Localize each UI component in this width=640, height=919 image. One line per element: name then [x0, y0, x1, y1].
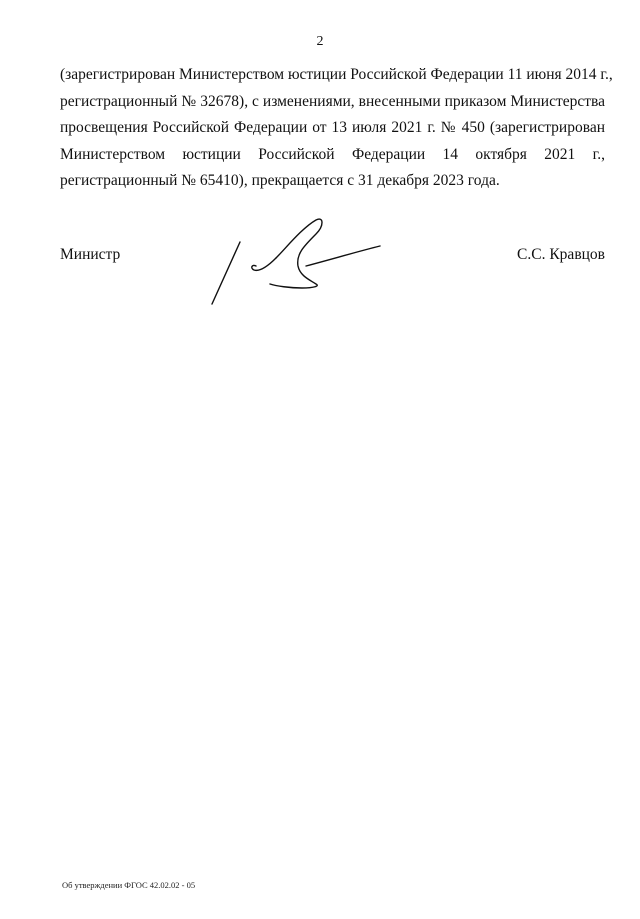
body-line-1: (зарегистрирован Министерством юстиции Российской Федерации 11 июня 2014 г.,	[60, 66, 613, 83]
body-line-4: Министерством юстиции Российской Федерации 14 октября 2021 г.,	[60, 145, 605, 163]
body-paragraph	[60, 62, 613, 195]
body-line-3: просвещения Российской Федерации от 13 июля 2021 г. № 450 (зарегистрирован	[60, 119, 605, 136]
footer-note: Об утверждении ФГОС 42.02.02 - 05	[62, 880, 196, 890]
signatory-position: Министр	[60, 246, 121, 263]
handwritten-signature-icon	[206, 214, 386, 310]
signatory-name: С.С. Кравцов	[517, 246, 605, 263]
page-number: 2	[316, 34, 324, 49]
body-line-2: регистрационный № 32678), с изменениями, внесенными приказом Министерства	[60, 92, 605, 110]
body-line-5: регистрационный № 65410), прекращается с 31 декабря 2023 года.	[60, 172, 500, 189]
